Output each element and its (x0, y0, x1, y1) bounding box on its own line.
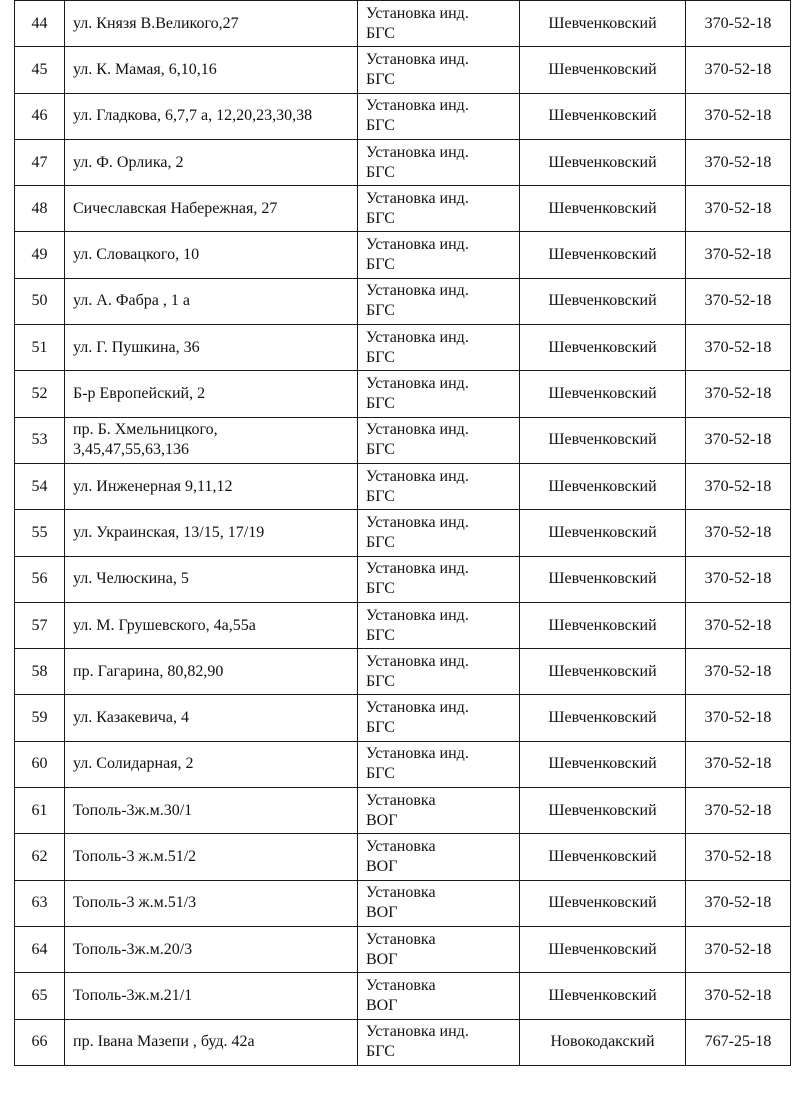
row-number: 45 (15, 47, 65, 93)
district-cell: Шевченковский (520, 880, 686, 926)
row-number: 63 (15, 880, 65, 926)
row-number: 65 (15, 973, 65, 1019)
table-row (15, 741, 791, 787)
phone-cell: 370-52-18 (686, 556, 791, 602)
work-type-line-1: Установка инд. (366, 652, 469, 670)
district-cell: Шевченковский (520, 93, 686, 139)
phone-cell: 370-52-18 (686, 602, 791, 648)
table-row (15, 371, 791, 417)
district-cell: Шевченковский (520, 463, 686, 509)
work-type-line-1: Установка инд. (366, 467, 469, 485)
address-line: ул. Гладкова, 6,7,7 а, 12,20,23,30,38 (73, 107, 313, 125)
work-type-cell (358, 186, 520, 232)
work-type-line-2: БГС (366, 163, 395, 181)
address-line: ул. Ф. Орлика, 2 (73, 153, 184, 171)
row-number: 66 (15, 1019, 65, 1065)
work-type-line-2: БГС (366, 441, 395, 459)
address-line: пр. Івана Мазепи , буд. 42а (73, 1033, 255, 1051)
work-type-cell (358, 232, 520, 278)
work-type-line-1: Установка инд. (366, 513, 469, 531)
district-cell: Шевченковский (520, 973, 686, 1019)
work-type-line-2: БГС (366, 302, 395, 320)
address-cell (65, 93, 358, 139)
address-cell (65, 510, 358, 556)
work-type-line-2: БГС (366, 580, 395, 598)
address-line: пр. Б. Хмельницкого, (73, 421, 218, 439)
table-row (15, 973, 791, 1019)
work-type-cell (358, 649, 520, 695)
address-line: ул. К. Мамая, 6,10,16 (73, 60, 217, 78)
work-type-line-1: Установка (366, 884, 436, 902)
row-number: 53 (15, 417, 65, 463)
district-cell: Шевченковский (520, 47, 686, 93)
table-row (15, 232, 791, 278)
work-type-cell (358, 602, 520, 648)
work-type-line-1: Установка инд. (366, 97, 469, 115)
address-line: Сичеславская Набережная, 27 (73, 199, 278, 217)
table-row (15, 649, 791, 695)
phone-cell: 370-52-18 (686, 926, 791, 972)
table-row (15, 880, 791, 926)
work-type-line-2: БГС (366, 672, 395, 690)
work-type-line-1: Установка (366, 837, 436, 855)
work-type-cell (358, 741, 520, 787)
work-type-line-1: Установка инд. (366, 421, 469, 439)
row-number: 62 (15, 834, 65, 880)
address-cell (65, 926, 358, 972)
work-type-line-2: БГС (366, 626, 395, 644)
address-line: ул. Князя В.Великого,27 (73, 14, 239, 32)
district-cell: Шевченковский (520, 649, 686, 695)
phone-cell: 370-52-18 (686, 232, 791, 278)
work-type-line-1: Установка инд. (366, 50, 469, 68)
address-line: Тополь-3 ж.м.51/3 (73, 894, 197, 912)
phone-cell: 370-52-18 (686, 788, 791, 834)
address-cell (65, 1019, 358, 1065)
address-cell (65, 834, 358, 880)
work-type-line-1: Установка инд. (366, 745, 469, 763)
row-number: 44 (15, 1, 65, 47)
work-type-line-2: ВОГ (366, 996, 398, 1014)
table-row (15, 139, 791, 185)
work-type-line-2: БГС (366, 395, 395, 413)
work-type-line-1: Установка (366, 791, 436, 809)
table-row (15, 47, 791, 93)
row-number: 48 (15, 186, 65, 232)
work-type-line-2: БГС (366, 117, 395, 135)
phone-cell: 370-52-18 (686, 371, 791, 417)
row-number: 61 (15, 788, 65, 834)
row-number: 50 (15, 278, 65, 324)
work-type-line-2: ВОГ (366, 950, 398, 968)
address-line: ул. Солидарная, 2 (73, 755, 194, 773)
district-cell: Шевченковский (520, 556, 686, 602)
district-cell: Шевченковский (520, 325, 686, 371)
work-type-line-1: Установка инд. (366, 1023, 469, 1041)
work-type-cell (358, 973, 520, 1019)
work-type-cell (358, 417, 520, 463)
table-row (15, 417, 791, 463)
address-line: ул. Челюскина, 5 (73, 570, 189, 588)
work-type-line-2: БГС (366, 209, 395, 227)
district-cell: Шевченковский (520, 788, 686, 834)
table-row (15, 926, 791, 972)
address-cell (65, 325, 358, 371)
work-type-line-1: Установка инд. (366, 560, 469, 578)
table-row (15, 93, 791, 139)
phone-cell: 370-52-18 (686, 695, 791, 741)
district-cell: Шевченковский (520, 695, 686, 741)
district-cell: Шевченковский (520, 417, 686, 463)
work-type-line-1: Установка инд. (366, 4, 469, 22)
work-type-cell (358, 1, 520, 47)
table-row (15, 602, 791, 648)
work-type-line-1: Установка инд. (366, 189, 469, 207)
address-line: ул. Украинская, 13/15, 17/19 (73, 523, 265, 541)
work-type-cell (358, 325, 520, 371)
address-cell (65, 556, 358, 602)
address-line: ул. Казакевича, 4 (73, 709, 190, 727)
row-number: 49 (15, 232, 65, 278)
district-cell: Шевченковский (520, 926, 686, 972)
work-type-line-1: Установка инд. (366, 328, 469, 346)
district-cell: Шевченковский (520, 741, 686, 787)
work-type-cell (358, 47, 520, 93)
work-type-line-2: БГС (366, 256, 395, 274)
document-page (14, 0, 790, 1066)
work-type-cell (358, 1019, 520, 1065)
district-cell: Шевченковский (520, 834, 686, 880)
district-cell: Шевченковский (520, 278, 686, 324)
address-cell (65, 1, 358, 47)
row-number: 56 (15, 556, 65, 602)
work-type-line-2: БГС (366, 719, 395, 737)
work-type-line-2: БГС (366, 24, 395, 42)
work-type-line-2: БГС (366, 487, 395, 505)
work-type-line-1: Установка инд. (366, 606, 469, 624)
phone-cell: 370-52-18 (686, 186, 791, 232)
table-row (15, 1, 791, 47)
district-cell: Шевченковский (520, 371, 686, 417)
work-type-line-1: Установка инд. (366, 699, 469, 717)
address-line: ул. А. Фабра , 1 а (73, 292, 190, 310)
table-row (15, 510, 791, 556)
table-row (15, 834, 791, 880)
address-line: пр. Гагарина, 80,82,90 (73, 662, 224, 680)
address-cell (65, 186, 358, 232)
phone-cell: 767-25-18 (686, 1019, 791, 1065)
row-number: 64 (15, 926, 65, 972)
work-type-cell (358, 278, 520, 324)
row-number: 46 (15, 93, 65, 139)
phone-cell: 370-52-18 (686, 139, 791, 185)
address-cell (65, 278, 358, 324)
work-type-cell (358, 695, 520, 741)
address-cell (65, 649, 358, 695)
work-type-cell (358, 880, 520, 926)
table-row (15, 695, 791, 741)
works-table (14, 0, 791, 1066)
phone-cell: 370-52-18 (686, 510, 791, 556)
phone-cell: 370-52-18 (686, 463, 791, 509)
work-type-line-1: Установка (366, 930, 436, 948)
address-cell (65, 417, 358, 463)
table-row (15, 278, 791, 324)
table-row (15, 463, 791, 509)
address-cell (65, 47, 358, 93)
phone-cell: 370-52-18 (686, 325, 791, 371)
address-line: Тополь-3ж.м.20/3 (73, 940, 193, 958)
row-number: 59 (15, 695, 65, 741)
address-line: ул. М. Грушевского, 4а,55а (73, 616, 256, 634)
address-cell (65, 695, 358, 741)
row-number: 47 (15, 139, 65, 185)
phone-cell: 370-52-18 (686, 417, 791, 463)
work-type-line-1: Установка инд. (366, 143, 469, 161)
work-type-line-1: Установка инд. (366, 282, 469, 300)
table-row (15, 186, 791, 232)
address-cell (65, 139, 358, 185)
address-line-2: 3,45,47,55,63,136 (73, 441, 189, 459)
phone-cell: 370-52-18 (686, 1, 791, 47)
work-type-cell (358, 556, 520, 602)
table-body (15, 1, 791, 1066)
address-cell (65, 973, 358, 1019)
address-cell (65, 880, 358, 926)
work-type-cell (358, 139, 520, 185)
work-type-line-2: ВОГ (366, 811, 398, 829)
phone-cell: 370-52-18 (686, 93, 791, 139)
address-line: Тополь-3ж.м.21/1 (73, 986, 193, 1004)
work-type-line-2: БГС (366, 533, 395, 551)
table-row (15, 556, 791, 602)
row-number: 57 (15, 602, 65, 648)
work-type-line-2: БГС (366, 70, 395, 88)
work-type-cell (358, 788, 520, 834)
address-cell (65, 232, 358, 278)
row-number: 52 (15, 371, 65, 417)
table-row (15, 1019, 791, 1065)
row-number: 58 (15, 649, 65, 695)
work-type-line-2: БГС (366, 348, 395, 366)
district-cell: Шевченковский (520, 1, 686, 47)
district-cell: Шевченковский (520, 602, 686, 648)
table-row (15, 325, 791, 371)
district-cell: Шевченковский (520, 139, 686, 185)
address-line: Тополь-3ж.м.30/1 (73, 801, 193, 819)
row-number: 51 (15, 325, 65, 371)
address-line: Тополь-3 ж.м.51/2 (73, 847, 197, 865)
work-type-cell (358, 834, 520, 880)
phone-cell: 370-52-18 (686, 834, 791, 880)
address-cell (65, 788, 358, 834)
phone-cell: 370-52-18 (686, 741, 791, 787)
address-line: ул. Инженерная 9,11,12 (73, 477, 233, 495)
row-number: 60 (15, 741, 65, 787)
address-line: ул. Словацкого, 10 (73, 246, 200, 264)
work-type-cell (358, 926, 520, 972)
work-type-cell (358, 371, 520, 417)
row-number: 55 (15, 510, 65, 556)
address-cell (65, 371, 358, 417)
work-type-line-2: ВОГ (366, 904, 398, 922)
address-line: ул. Г. Пушкина, 36 (73, 338, 200, 356)
phone-cell: 370-52-18 (686, 278, 791, 324)
work-type-line-2: БГС (366, 765, 395, 783)
phone-cell: 370-52-18 (686, 880, 791, 926)
phone-cell: 370-52-18 (686, 649, 791, 695)
district-cell: Шевченковский (520, 186, 686, 232)
work-type-cell (358, 510, 520, 556)
phone-cell: 370-52-18 (686, 973, 791, 1019)
work-type-line-1: Установка инд. (366, 375, 469, 393)
table-row (15, 788, 791, 834)
work-type-line-1: Установка инд. (366, 236, 469, 254)
work-type-line-2: ВОГ (366, 857, 398, 875)
address-cell (65, 741, 358, 787)
address-line: Б-р Европейский, 2 (73, 385, 206, 403)
work-type-cell (358, 463, 520, 509)
district-cell: Шевченковский (520, 232, 686, 278)
district-cell: Новокодакский (520, 1019, 686, 1065)
address-cell (65, 602, 358, 648)
row-number: 54 (15, 463, 65, 509)
district-cell: Шевченковский (520, 510, 686, 556)
address-cell (65, 463, 358, 509)
work-type-line-2: БГС (366, 1043, 395, 1061)
work-type-cell (358, 93, 520, 139)
work-type-line-1: Установка (366, 976, 436, 994)
phone-cell: 370-52-18 (686, 47, 791, 93)
